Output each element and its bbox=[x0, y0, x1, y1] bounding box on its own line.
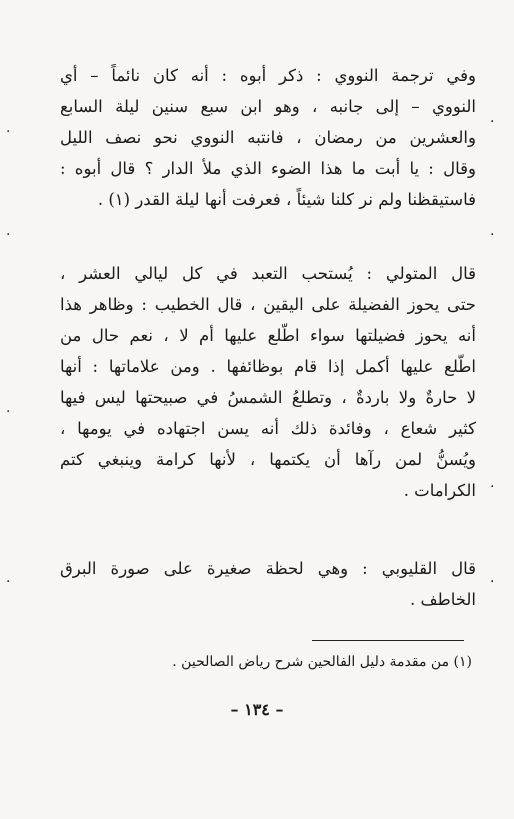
scan-speck: · bbox=[490, 479, 495, 495]
text-line: فاستيقظنا ولم نر كلنا شيئاً ، فعرفت أنها ليلة القدر (١) . bbox=[97, 190, 476, 209]
text-line: ويُسنُّ لمن رآها أن يكتمها ، لأنها كرامة وينبغي كتم bbox=[60, 450, 476, 469]
text-line: لا حارةٌ ولا باردةٌ ، وتطلعُ الشمسُ في صبيحتها ليس فيها bbox=[60, 388, 476, 407]
text-line: الكرامات . bbox=[403, 481, 476, 500]
text-line: حتى يحوز الفضيلة على اليقين ، قال الخطيب : وظاهر هذا bbox=[60, 295, 476, 314]
paragraph-mutawalli bbox=[60, 258, 476, 506]
text-line: النووي – إلى جانبه ، وهو ابن سبع سنين ليلة السابع bbox=[60, 97, 476, 116]
scan-speck: · bbox=[6, 124, 11, 140]
text-line: والعشرين من رمضان ، فانتبه النووي نحو نصف الليل bbox=[60, 128, 476, 147]
text-line: اطّلع عليها أكمل إذا قام بوظائفها . ومن علاماتها : أنها bbox=[60, 357, 476, 376]
scan-speck: · bbox=[490, 114, 495, 130]
footnote-divider bbox=[312, 640, 464, 641]
text-line: كثير شعاع ، وفائدة ذلك أنه يسن اجتهاده في يومها ، bbox=[60, 419, 476, 438]
page-number: – ١٣٤ – bbox=[230, 700, 284, 719]
text-line: أنه يحوز فضيلتها سواء اطّلع عليها أم لا ، نعم حال من bbox=[60, 326, 476, 345]
paragraph-qalyubi bbox=[60, 553, 476, 615]
scan-speck: · bbox=[490, 574, 495, 590]
text-line: وقال : يا أبت ما هذا الضوء الذي ملأ الدار ؟ قال أبوه : bbox=[60, 159, 476, 178]
paragraph-nawawi bbox=[60, 60, 476, 215]
text-line: قال المتولي : يُستحب التعبد في كل ليالي العشر ، bbox=[60, 264, 476, 283]
text-line: وفي ترجمة النووي : ذكر أبوه : أنه كان نائماً – أي bbox=[60, 66, 476, 85]
footnote: (١) من مقدمة دليل الفالحين شرح رياض الصالحين . bbox=[172, 654, 472, 670]
scan-speck: · bbox=[6, 227, 11, 243]
scan-speck: · bbox=[490, 227, 495, 243]
scan-speck: · bbox=[6, 404, 11, 420]
text-line: الخاطف . bbox=[410, 590, 476, 609]
text-line: قال القليوبي : وهي لحظة صغيرة على صورة البرق bbox=[60, 559, 476, 578]
scan-speck: · bbox=[6, 574, 11, 590]
